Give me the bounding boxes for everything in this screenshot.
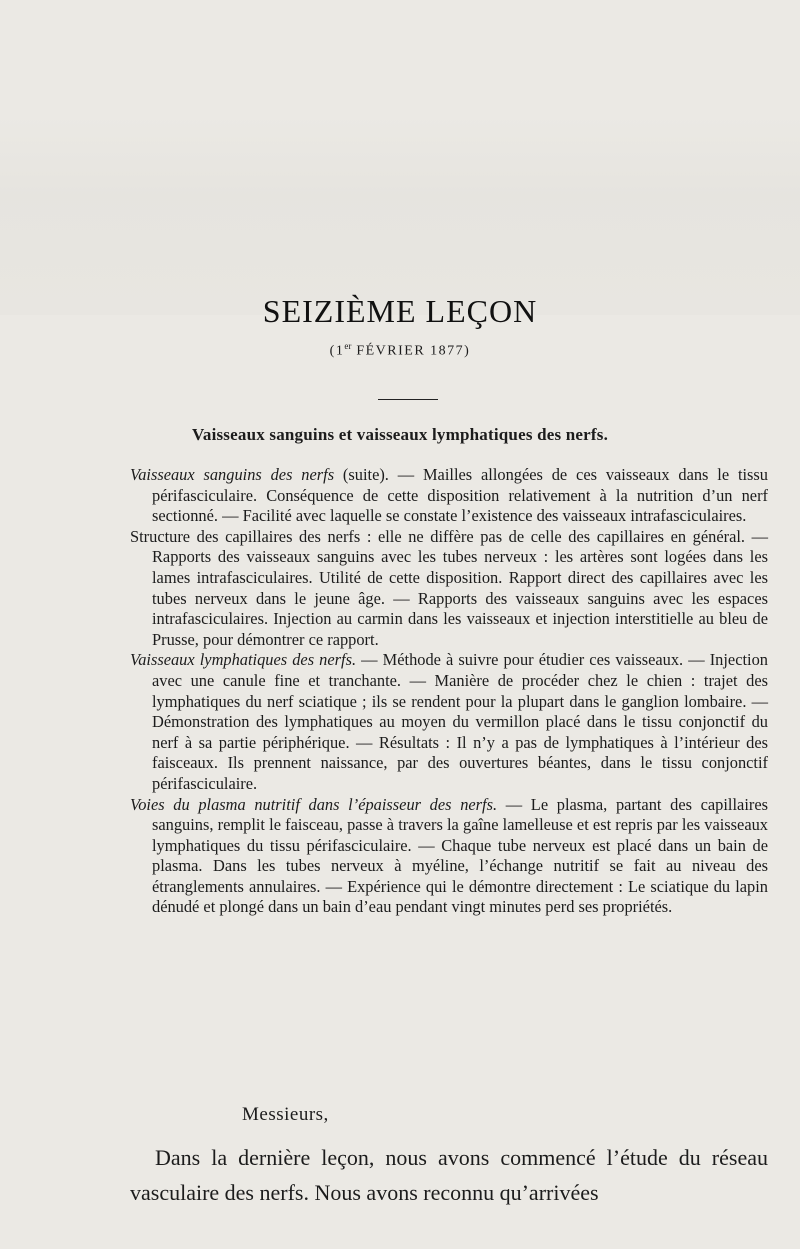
date-open: (1 [329,343,345,359]
summary-paragraph [130,465,768,527]
summary-lead: Vaisseaux lymphatiques des nerfs. [130,650,357,670]
bleed-through-shadow [0,115,800,315]
date-superscript: er [344,341,352,351]
lecture-summary [130,465,768,918]
summary-paragraph [130,650,768,794]
summary-text: — Le plasma, partant des capillaires sanguins, remplit le faisceau, passe à travers la gaîne lamelleuse et est repris par les vaisseaux lymphatiques du tissu périfasciculaire. — Chaque tube nerveux est placé dans un bain de plasma. Dans les tubes nerveux à myéline, l’échange nutritif se fait au niveau des étranglements annulaires. — Expérience qui le démontre directement : Le sciatique du lapin dénudé et plongé dans un bain d’eau pendant vingt minutes perd ses propriétés. [152,794,768,917]
body-text [130,1140,768,1210]
lecture-date [0,341,800,360]
summary-text: Structure des capillaires des nerfs : elle ne diffère pas de celle des capillaires en général. — Rapports des vaisseaux sanguins avec les tubes nerveux : les artères sont logées dans les lames intrafasciculaires. Utilité de cette disposition. Rapport direct des capillaires avec les tubes nerveux dans le jeune âge. — Rapports des vaisseaux sanguins avec les espaces intrafasciculaires. Injection au carmin dans les vaisseaux et injection interstitielle au bleu de Prusse, pour démontrer ce rapport. [130,526,768,649]
summary-lead: Vaisseaux sanguins des nerfs [130,465,335,484]
summary-text: — Méthode à suivre pour étudier ces vaisseaux. — Injection avec une canule fine et tranchante. — Manière de procéder chez le chien : trajet des lymphatiques du nerf sciatique ; ils se rendent pour la plupart dans le ganglion lombaire. — Démonstration des lymphatiques au moyen du vermillon placé dans le tissu conjonctif du nerf à sa partie périphérique. — Résultats : Il n’y a pas de lymphatiques à l’intérieur des faisceaux. Ils prennent naissance, par des ouvertures béantes, dans le tissu conjonctif périfasciculaire. [152,650,768,793]
body-paragraph: Dans la dernière leçon, nous avons commencé l’étude du réseau vasculaire des nerfs. Nous avons reconnu qu’arrivées [130,1145,768,1205]
section-heading: Vaisseaux sanguins et vaisseaux lymphatiques des nerfs. [191,425,609,444]
summary-paragraph [130,527,768,651]
separator-rule [378,399,438,400]
date-rest: FÉVRIER 1877) [351,343,471,359]
lecture-title: SEIZIÈME LEÇON [262,293,538,329]
summary-text: (suite). — Mailles allongées de ces vaisseaux dans le tissu périfasciculaire. Conséquence de cette disposition relativement à la nutrition d’un nerf sectionné. — Facilité avec laquelle se constate l’existence des vaisseaux intrafasciculaires. [152,465,768,526]
summary-paragraph [130,795,768,919]
summary-lead: Voies du plasma nutritif dans l’épaisseur des nerfs. [130,794,498,814]
salutation: Messieurs, [242,1104,329,1125]
